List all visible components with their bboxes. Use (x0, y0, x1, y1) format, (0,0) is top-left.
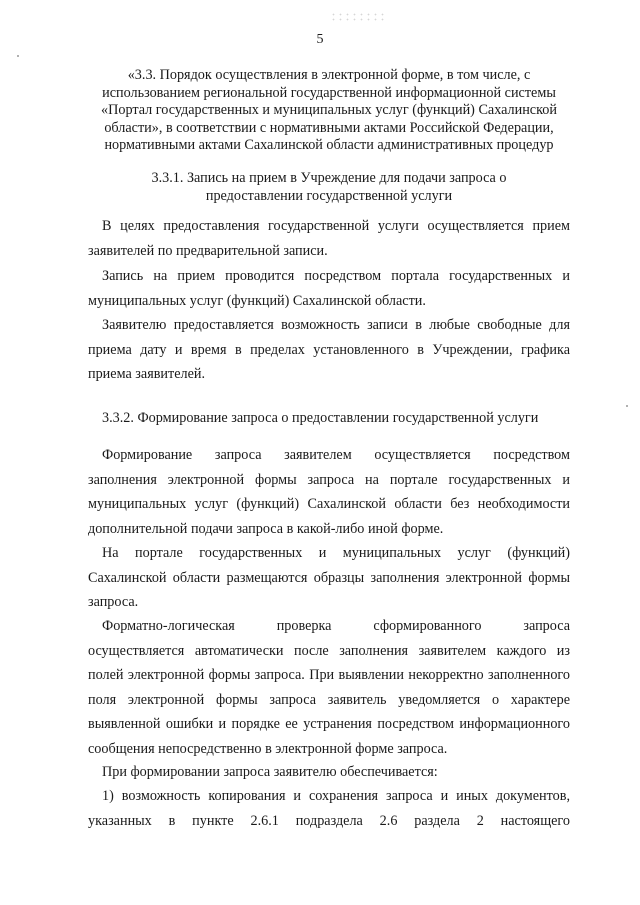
paragraph (88, 264, 570, 313)
paragraph (88, 214, 570, 263)
text-line: приема дату и время в пределах установленного в Учреждении, графика (88, 341, 570, 358)
text-line: полей электронной формы запроса. При выявлении некорректно заполненного (88, 667, 570, 683)
subheading-line: 3.3.1. Запись на прием в Учреждение для подачи запроса о (151, 170, 507, 186)
subsection-heading-3-3-1 (88, 169, 570, 205)
text-line: На портале государственных и муниципальных услуг (функций) (102, 545, 570, 561)
paragraph (88, 541, 570, 615)
scan-dot (17, 55, 19, 57)
text-line: Сахалинской области размещаются образцы заполнения электронной формы (88, 569, 570, 586)
text-line: осуществляется автоматически после заполнения заявителем каждого из (88, 642, 570, 659)
section-heading-3-3 (88, 67, 570, 155)
text-line: Заявителю предоставляется возможность записи в любые свободные для (102, 317, 570, 333)
heading-line: использованием региональной государственной информационной системы (102, 84, 556, 101)
text-line: приема заявителей. (88, 366, 206, 382)
text-line: дополнительной подачи запроса в какой-либо иной форме. (88, 520, 444, 537)
text-line: муниципальных услуг (функций) Сахалинской области. (88, 292, 426, 309)
text-line: заполнения электронной формы запроса на портале государственных и (88, 471, 570, 488)
paragraph (88, 784, 570, 833)
text-line: муниципальных услуг (функций) Сахалинской области без необходимости (88, 496, 570, 512)
subheading-line: 3.3.2. Формирование запроса о предоставлении государственной услуги (102, 410, 539, 426)
text-line: Запись на прием проводится посредством портала государственных и (102, 268, 570, 284)
paragraph (88, 443, 570, 541)
heading-line: области», в соответствии с нормативными актами Российской Федерации, (104, 119, 554, 136)
paragraph (88, 760, 570, 785)
text-line: В целях предоставления государственной услуги осуществляется прием (102, 218, 570, 234)
heading-line: «Портал государственных и муниципальных услуг (функций) Сахалинской (101, 102, 557, 118)
text-line: запроса. (88, 594, 139, 610)
text-line: Форматно-логическая проверка сформированного запроса (102, 618, 570, 634)
heading-line: «3.3. Порядок осуществления в электронной форме, в том числе, с (127, 67, 531, 83)
text-line: сообщения непосредственно в электронной форме запроса. (88, 740, 448, 757)
subsection-heading-3-3-2 (88, 406, 570, 431)
page-number: 5 (316, 32, 324, 47)
text-line: заявителей по предварительной записи. (88, 242, 328, 259)
text-line: 1) возможность копирования и сохранения запроса и иных документов, (102, 788, 570, 804)
text-line: При формировании запроса заявителю обеспечивается: (102, 764, 438, 780)
text-line: указанных в пункте 2.6.1 подраздела 2.6 раздела 2 настоящего (88, 812, 570, 829)
paragraph (88, 614, 570, 761)
subheading-line: предоставлении государственной услуги (205, 188, 453, 204)
text-line: выявленной ошибки и порядке ее устранения посредством информационного (88, 716, 570, 732)
text-line: Формирование запроса заявителем осуществляется посредством (102, 447, 570, 463)
scan-dot (626, 405, 628, 407)
heading-line: нормативными актами Сахалинской области административных процедур (104, 137, 554, 153)
paragraph (88, 313, 570, 387)
scan-artifact (330, 12, 385, 22)
text-line: поля электронной формы запроса заявитель уведомляется о характере (88, 691, 570, 708)
